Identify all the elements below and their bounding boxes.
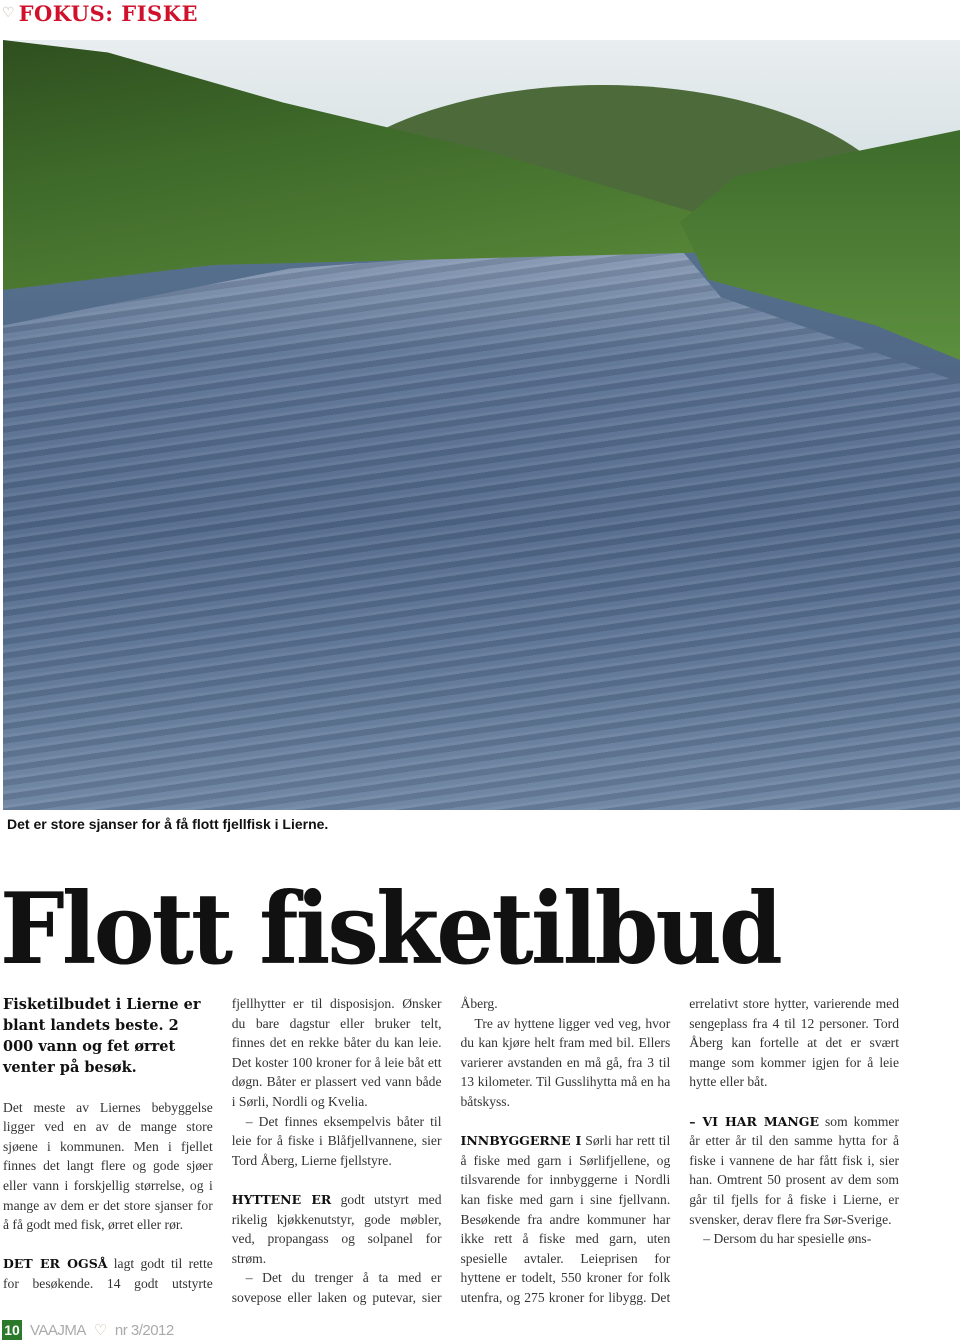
paragraph-text: lagt godt til rette for besøkende. 14 godt utstyrte fjellhytter er til disposisjon. Ønsker du bare dagstur eller bruker telt, finnes det en rekke båter du kan leie. Det koster 100 kroner for å leie båt ett døgn. Båter er plassert ved vann både i Sørli, Nordli og Kvelia.	[3, 996, 442, 1291]
section-kicker	[2, 0, 198, 26]
subhead: INNBYGGERNE I	[460, 1133, 582, 1149]
paragraph-text: godt utstyrt med rikelig kjøkkenutstyr, gode møbler, ved, propangass og solpanel for strøm.	[231, 1191, 442, 1266]
paragraph: – Det du trenger å ta med er sovepose eller laken og putevar, sier Åberg.	[231, 996, 498, 1305]
article-title: Flott fisketilbud	[0, 872, 780, 987]
paragraph: – Det finnes eksempelvis båter til leie for å fiske i Blåfjellvannene, sier Tord Åberg, Lierne fjellstyre.	[231, 1113, 442, 1168]
river-photo	[3, 40, 960, 810]
article-body	[3, 994, 899, 1310]
section-label: FOKUS: FISKE	[18, 0, 198, 26]
paragraph-text: Sørli har rett til å fiske med garn i Sørlifjellene, og tilsvarende for innbyggerne i Nordli kan fiske med garn i sine fjellvann. Besøkende fra andre kommuner har ikke rett å fiske med garn, uten spesielle avtaler. Leieprisen for hyttene er todelt, 550 kroner for folk utenfra, og 275 kroner for libygg. Det errelativt store hytter, varierende med sengeplass fra 4 til 12 personer. Tord Åberg kan fortelle at det er svært mange som kommer igjen for å leie hytte eller båt.	[460, 996, 899, 1305]
paragraph: Tre av hyttene ligger ved veg, hvor du kan kjøre helt fram med bil. Ellers varierer avstanden en må gå, fra 3 til 13 kilometer. Til Gusslihytta må en ha båtskyss.	[460, 1015, 671, 1109]
lead-paragraph: Fisketilbudet i Lierne er blant landets beste. 2 000 vann og fet ørret venter på besøk.	[3, 996, 201, 1076]
page-footer	[2, 1320, 174, 1340]
paragraph	[232, 1190, 442, 1268]
subhead: DET ER OGSÅ	[3, 1256, 108, 1272]
photo-river	[3, 240, 960, 810]
issue-number: nr 3/2012	[114, 1321, 174, 1339]
heart-icon: ♡	[93, 1322, 107, 1339]
paragraph: Det meste av Liernes bebyggelse ligger ved en av de mange store sjøene i kommunen. Men i fjellet finnes det langt flere og gode sjøer eller vann i forskjellig størrelse, og i mange av dem er det store sjanser for å få godt med fisk, ørret eller rør.	[3, 1099, 213, 1233]
magazine-name: VAAJMA	[30, 1321, 86, 1339]
heart-icon: ♡	[2, 5, 15, 21]
paragraph-text: som kommer år etter år til den samme hytta for å fiske i vannene de har fått fisk i, sier han. Omtrent 50 prosent av dem som går til fjells for å fiske i Lierne, er svensker, derav flere fra Sør-Sverige.	[689, 1113, 899, 1227]
subhead: – VI HAR MANGE	[689, 1113, 819, 1129]
subhead: HYTTENE ER	[231, 1191, 332, 1207]
paragraph	[689, 1112, 899, 1230]
paragraph: – Dersom du har spesielle øns-	[703, 1231, 872, 1247]
photo-caption: Det er store sjanser for å få flott fjellfisk i Lierne.	[7, 816, 329, 832]
page-number: 10	[2, 1320, 22, 1340]
